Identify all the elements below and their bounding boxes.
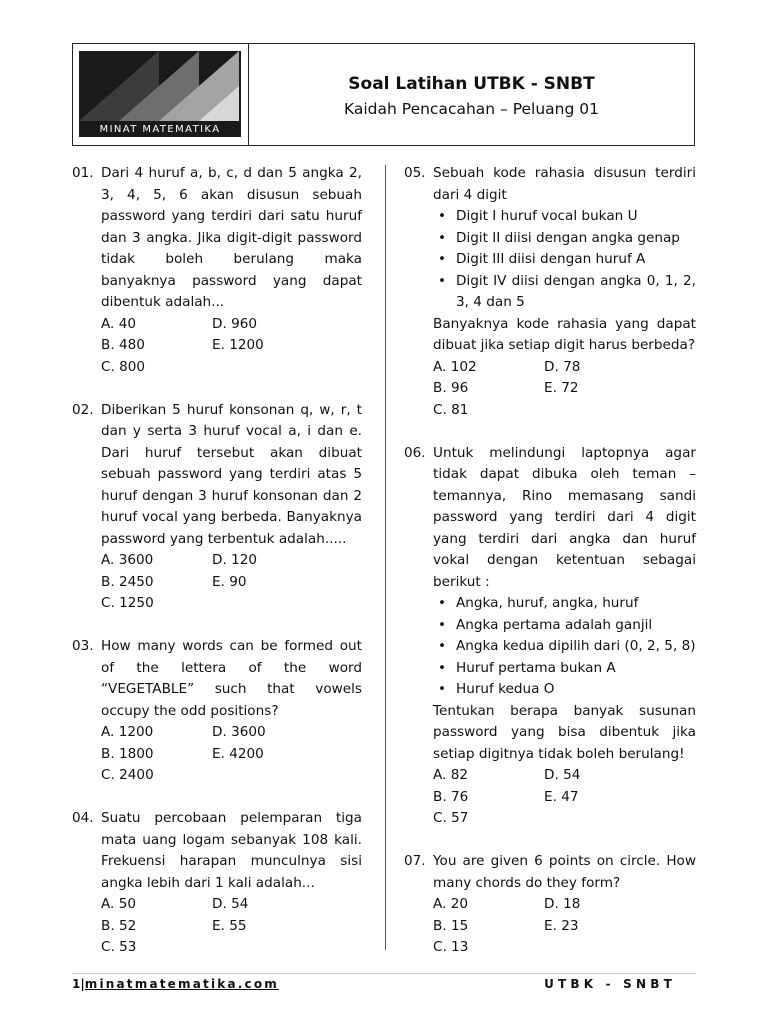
page-number: 1 [72, 977, 81, 991]
answer-option: D. 120 [212, 552, 258, 568]
bullet-icon: • [438, 251, 447, 267]
condition-list [433, 206, 696, 314]
question-text: Dari 4 huruf a, b, c, d dan 5 angka 2, 3, 4, 5, 6 akan disusun sebuah password yang terdiri dari satu huruf dan 3 angka. Jika digit-digit password tidak boleh berulang maka banyaknya password yang dapat dibentuk adalah... [101, 165, 362, 310]
answer-option: D. 54 [544, 767, 581, 783]
question-text: How many words can be formed out of the lettera of the word “VEGETABLE” such that vowels occupy the odd positions? [101, 638, 362, 719]
answer-option: C. 800 [101, 358, 146, 375]
answer-options [101, 894, 362, 959]
answer-option: E. 47 [544, 788, 579, 805]
left-column [72, 163, 362, 959]
answer-option: B. 480 [101, 337, 145, 353]
bullet-icon: • [438, 272, 447, 289]
answer-option: A. 3600 [101, 552, 154, 568]
question-number: 05. [404, 165, 426, 181]
answer-option: A. 82 [433, 767, 468, 783]
question-text: Suatu percobaan pelemparan tiga mata uang logam sebanyak 108 kali. Frekuensi harapan munculnya sisi angka lebih dari 1 kali adalah... [101, 810, 362, 891]
right-column [404, 163, 696, 959]
question-text-continued: Tentukan berapa banyak susunan password yang bisa dibentuk jika setiap digitnya tidak boleh berulang! [433, 702, 696, 762]
question-number: 02. [72, 401, 94, 418]
answer-option: A. 40 [101, 315, 136, 332]
bullet-icon: • [438, 659, 447, 676]
footer-separator: | [80, 977, 85, 991]
question [72, 163, 362, 378]
bullet-icon: • [438, 681, 447, 697]
condition-item [433, 658, 696, 680]
answer-option: B. 96 [433, 380, 469, 396]
answer-option: B. 76 [433, 788, 469, 805]
question [404, 443, 696, 830]
condition-item [433, 636, 696, 658]
condition-text: Digit I huruf vocal bukan U [456, 208, 638, 224]
title-cell [249, 44, 694, 145]
bullet-icon: • [438, 638, 447, 654]
answer-options [433, 894, 696, 959]
bullet-icon: • [438, 595, 447, 611]
condition-text: Digit IV diisi dengan angka 0, 1, 2, 3, 4 dan 5 [456, 272, 696, 310]
question-text: Sebuah kode rahasia disusun terdiri dari 4 digit [433, 165, 696, 203]
answer-option: E. 72 [544, 380, 579, 396]
document-subtitle: Kaidah Pencacahan – Peluang 01 [343, 100, 599, 118]
answer-option: D. 18 [544, 896, 581, 912]
question-text: You are given 6 points on circle. How many chords do they form? [433, 853, 696, 891]
question-number: 01. [72, 165, 94, 181]
header-box [72, 43, 695, 146]
condition-item [433, 249, 696, 271]
question-number: 06. [404, 444, 426, 461]
answer-options [433, 357, 696, 422]
question-body [101, 163, 362, 378]
condition-item [433, 228, 696, 250]
answer-option: D. 54 [212, 896, 249, 912]
condition-text: Digit III diisi dengan huruf A [456, 251, 646, 267]
condition-text: Angka, huruf, angka, huruf [456, 595, 639, 611]
answer-option: C. 81 [433, 401, 469, 418]
answer-option: E. 1200 [212, 337, 264, 353]
bullet-icon: • [438, 229, 447, 246]
question [72, 636, 362, 787]
condition-text: Angka pertama adalah ganjil [456, 616, 653, 633]
question-number: 03. [72, 638, 94, 654]
answer-option: A. 50 [101, 896, 136, 912]
question-body [101, 636, 362, 787]
answer-option: D. 3600 [212, 724, 266, 740]
question-text-continued: Banyaknya kode rahasia yang dapat dibuat jika setiap digit harus berbeda? [433, 315, 696, 353]
footer-divider [72, 973, 696, 974]
footer-left [72, 977, 279, 991]
answer-options [101, 314, 362, 379]
answer-option: B. 2450 [101, 573, 154, 590]
question [72, 400, 362, 615]
question-body [433, 163, 696, 421]
answer-options [433, 765, 696, 830]
website-link[interactable]: minatmatematika.com [84, 977, 279, 991]
condition-item [433, 615, 696, 637]
question-number: 07. [404, 853, 426, 869]
answer-options [101, 550, 362, 615]
question [72, 808, 362, 959]
logo [79, 51, 241, 137]
footer-right: UTBK - SNBT [544, 977, 676, 991]
condition-item [433, 271, 696, 314]
logo-text: MINAT MATEMATIKA [99, 124, 221, 135]
question-number: 04. [72, 810, 94, 826]
document-title: Soal Latihan UTBK - SNBT [348, 74, 595, 94]
condition-item [433, 679, 696, 701]
column-divider [385, 165, 386, 950]
answer-option: B. 15 [433, 917, 469, 934]
answer-option: C. 57 [433, 810, 469, 826]
answer-option: E. 4200 [212, 745, 264, 762]
condition-item [433, 593, 696, 615]
condition-text: Huruf kedua O [456, 681, 555, 697]
condition-list [433, 593, 696, 701]
question-text: Untuk melindungi laptopnya agar tidak dapat dibuka oleh teman – temannya, Rino memasang sandi password yang terdiri dari 4 digit yang terdiri dari angka dan huruf vokal dengan ketentuan sebagai berikut : [433, 444, 696, 590]
condition-text: Huruf pertama bukan A [456, 659, 616, 676]
answer-option: D. 78 [544, 358, 581, 375]
answer-option: E. 23 [544, 917, 579, 934]
question [404, 163, 696, 421]
answer-option: A. 1200 [101, 724, 154, 740]
logo-cell [73, 44, 249, 145]
question-body [433, 443, 696, 830]
answer-option: C. 2400 [101, 767, 154, 783]
condition-text: Digit II diisi dengan angka genap [456, 229, 680, 246]
answer-option: C. 13 [433, 939, 469, 955]
answer-option: E. 90 [212, 573, 247, 590]
answer-option: B. 1800 [101, 745, 154, 762]
answer-option: A. 102 [433, 358, 477, 375]
condition-item [433, 206, 696, 228]
answer-option: D. 960 [212, 315, 258, 332]
question-body [433, 851, 696, 959]
bullet-icon: • [438, 616, 447, 633]
question-body [101, 400, 362, 615]
answer-option: C. 1250 [101, 595, 154, 611]
condition-text: Angka kedua dipilih dari (0, 2, 5, 8) [456, 638, 696, 654]
question-body [101, 808, 362, 959]
answer-option: E. 55 [212, 917, 247, 934]
answer-option: B. 52 [101, 917, 137, 934]
answer-option: C. 53 [101, 939, 137, 955]
answer-options [101, 722, 362, 787]
bullet-icon: • [438, 208, 447, 224]
question [404, 851, 696, 959]
answer-option: A. 20 [433, 896, 468, 912]
question-text: Diberikan 5 huruf konsonan q, w, r, t dan y serta 3 huruf vocal a, i dan e. Dari huruf tersebut akan dibuat sebuah password yang terdiri atas 5 huruf dengan 3 huruf konsonan dan 2 huruf vocal yang berbeda. Banyaknya password yang terbentuk adalah..... [101, 401, 362, 547]
